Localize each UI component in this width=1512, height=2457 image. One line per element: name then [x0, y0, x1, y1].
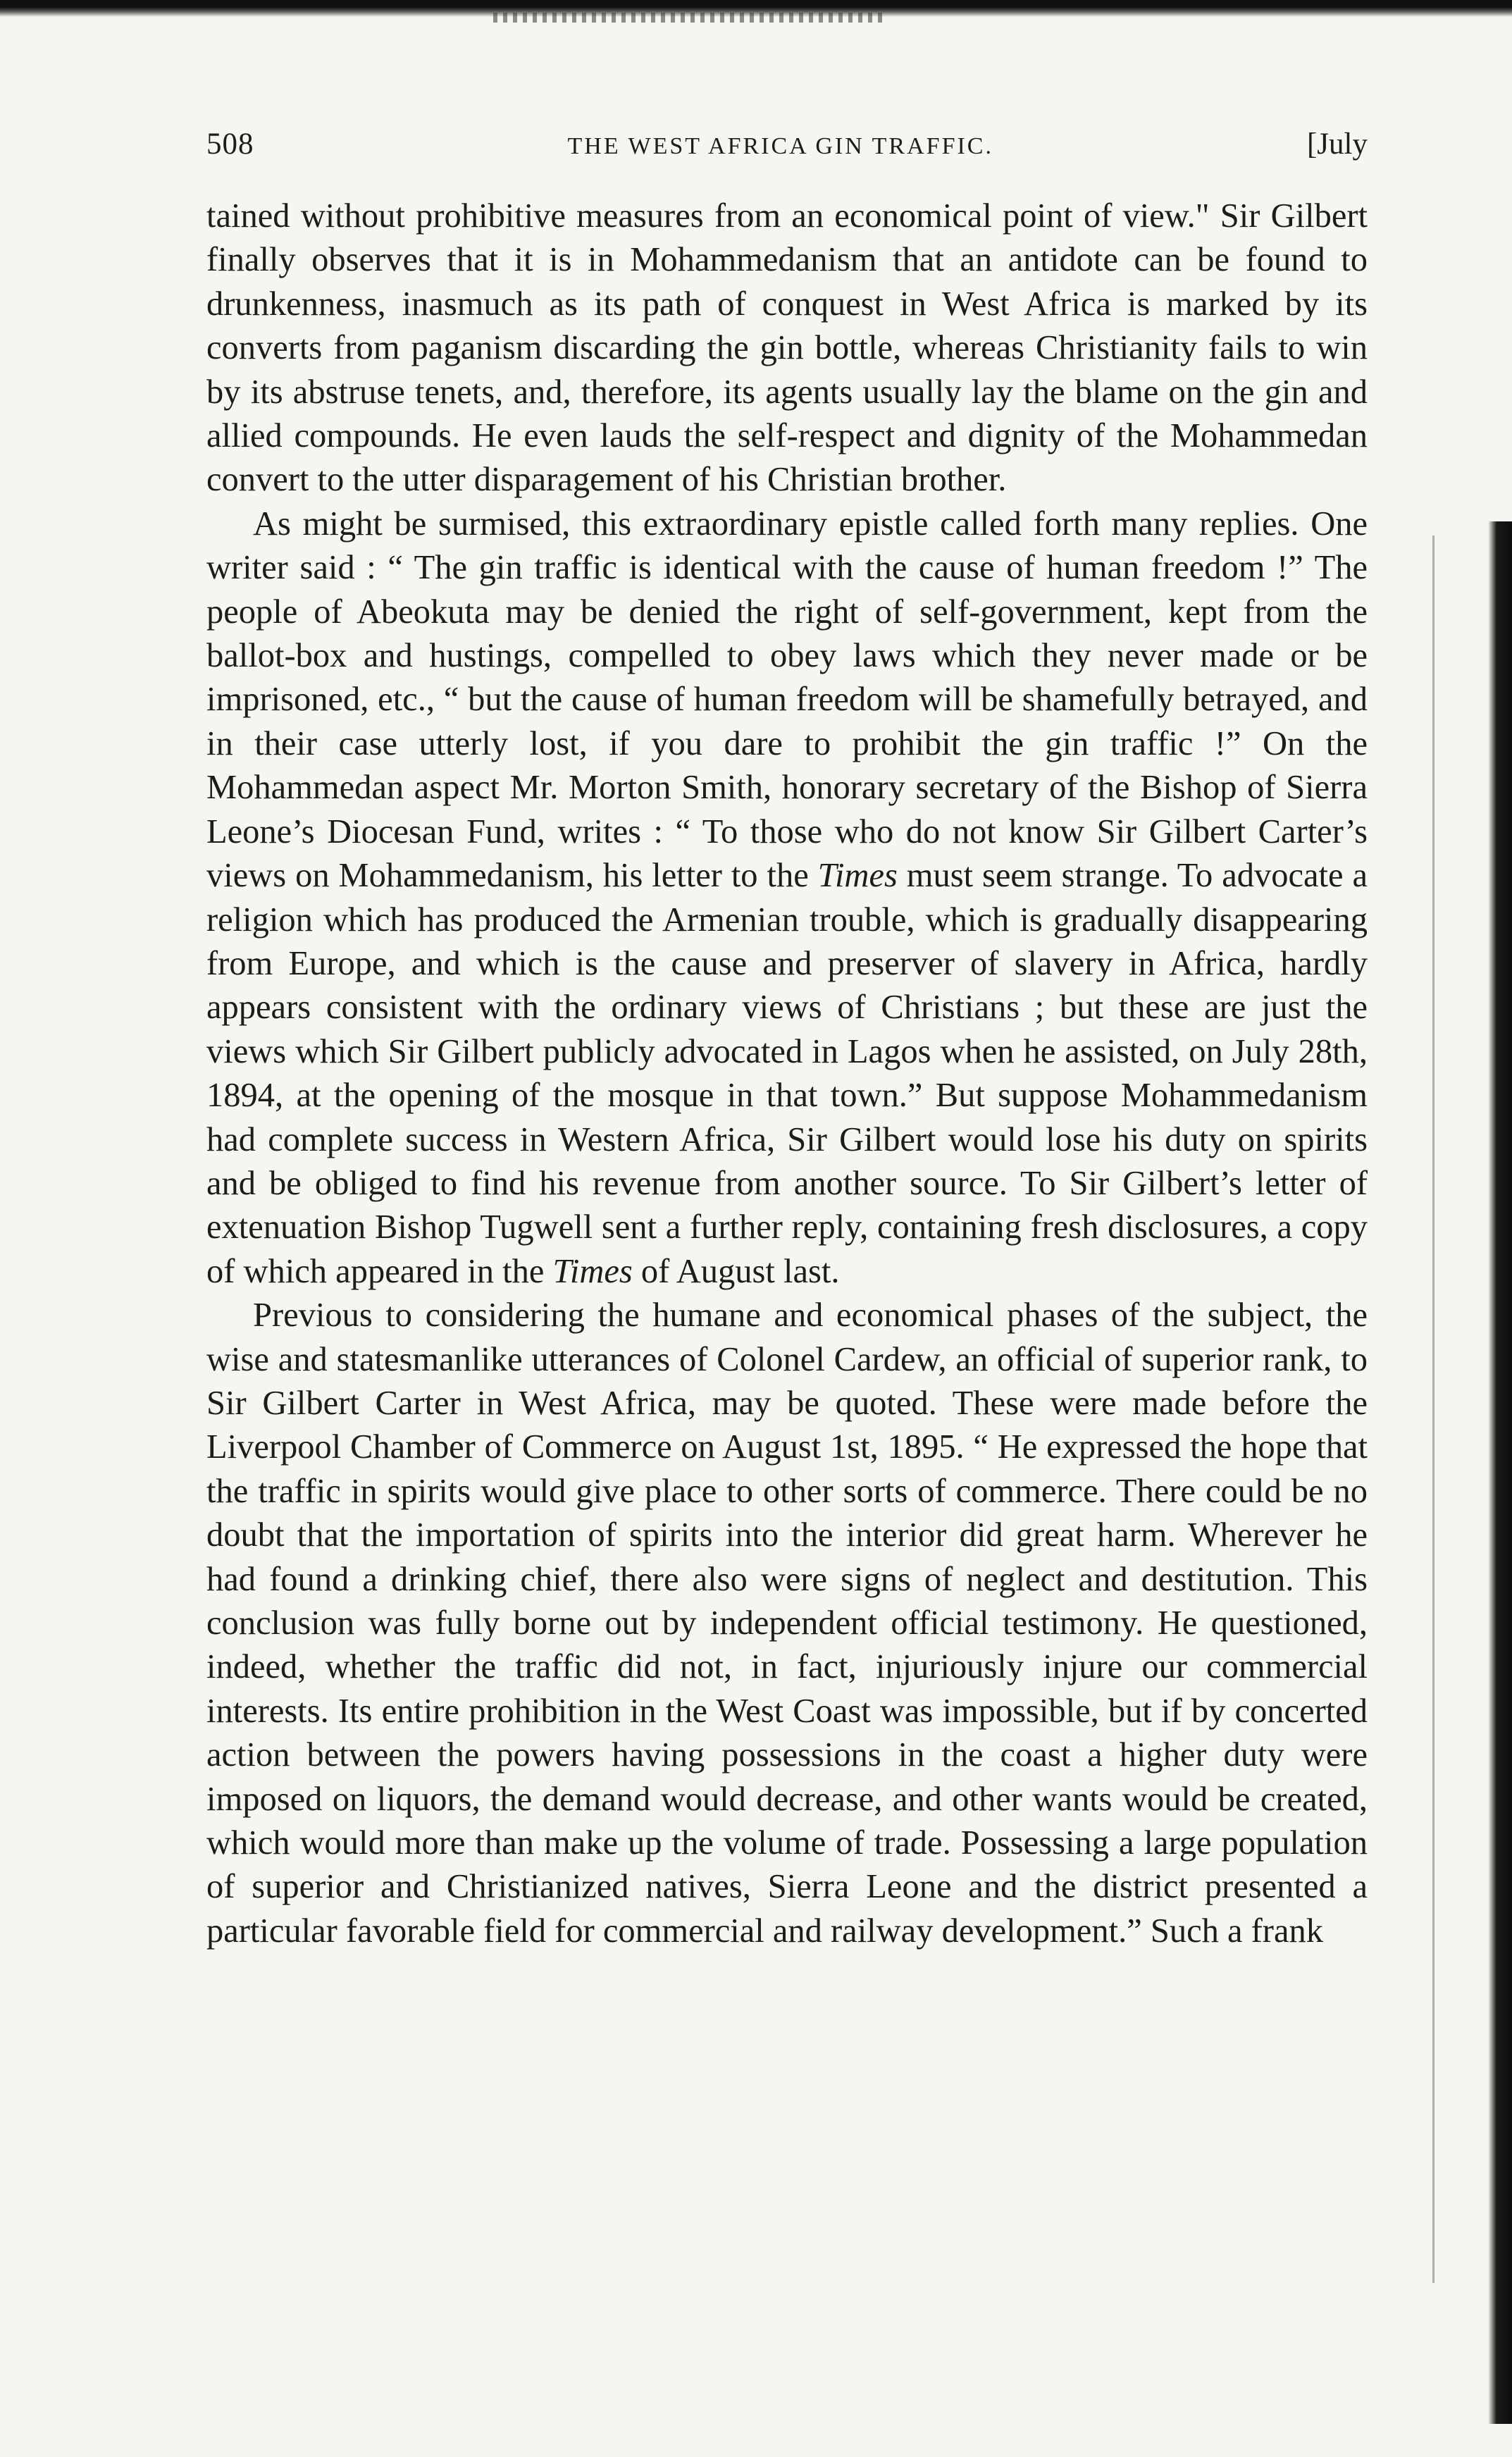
- page-number: 508: [206, 128, 254, 161]
- issue-month: [July: [1306, 128, 1368, 161]
- periodical-title: Times: [552, 1252, 633, 1290]
- binding-line: [1432, 536, 1434, 2283]
- page-top-edge-fray: [493, 13, 888, 23]
- binding-shadow: [1488, 521, 1512, 2424]
- body-text: [206, 194, 1368, 1953]
- paragraph-2: [206, 502, 1368, 1294]
- running-header: [206, 127, 1368, 176]
- paragraph-1: tained without prohibitive measures from an economical point of view." Sir Gilbert finally observes that it is in Mohammedanism that an antidote can be found to drunkenness, inasmuch as its path of conquest in West Africa is marked by its converts from paganism discarding the gin bottle, whereas Christianity fails to win by its abstruse tenets, and, therefore, its agents usually lay the blame on the gin and allied compounds. He even lauds the self-respect and dignity of the Mohammedan convert to the utter disparagement of his Christian brother.: [206, 197, 1368, 499]
- periodical-title: Times: [817, 857, 898, 895]
- paragraph-2-text: As might be surmised, this extraordinary epistle called forth many replies. One writer said : “ The gin traffic is identical with the cause of human freedom !” The people of Abeokuta may be denied the right of self-government, kept from the ballot-box and hustings, compelled to obey laws which they never made or be imprisoned, etc., “ but the cause of human freedom will be shamefully betrayed, and in their case utterly lost, if you dare to prohibit the gin traffic !” On the Mohammedan aspect Mr. Morton Smith, honorary secretary of the Bishop of Sierra Leone’s Diocesan Fund, writes : “ To those who do not know Sir Gilbert Carter’s views on Mohammedanism, his letter to the: [206, 505, 1368, 895]
- paragraph-2-text: of August last.: [632, 1252, 840, 1290]
- paragraph-2-text: must seem strange. To advocate a religion which has produced the Armenian trouble, which is gradually disappearing from Europe, and which is the cause and preserver of slavery in Africa, hardly appears consistent with the ordinary views of Christians ; but these are just the views which Sir Gilbert publicly advocated in Lagos when he assisted, on July 28th, 1894, at the opening of the mosque in that town.” But suppose Mohammedanism had complete success in Western Africa, Sir Gilbert would lose his duty on spirits and be obliged to find his revenue from another source. To Sir Gilbert’s letter of extenuation Bishop Tugwell sent a further reply, containing fresh disclosures, a copy of which appeared in the: [206, 857, 1368, 1290]
- book-page: [206, 127, 1368, 1953]
- running-title: THE WEST AFRICA GIN TRAFFIC.: [567, 133, 993, 159]
- paragraph-3: Previous to considering the humane and economical phases of the subject, the wise and statesmanlike utterances of Colonel Cardew, an official of superior rank, to Sir Gilbert Carter in West Africa, may be quoted. These were made before the Liverpool Chamber of Commerce on August 1st, 1895. “ He expressed the hope that the traffic in spirits would give place to other sorts of commerce. There could be no doubt that the importation of spirits into the interior did great harm. Wherever he had found a drinking chief, there also were signs of neglect and destitution. This conclusion was fully borne out by independent official testimony. He questioned, indeed, whether the traffic did not, in fact, injuriously injure our commercial interests. Its entire prohibition in the West Coast was impossible, but if by concerted action between the powers having possessions in the coast a higher duty were imposed on liquors, the demand would decrease, and other wants would be created, which would more than make up the volume of trade. Possessing a large population of superior and Christianized natives, Sierra Leone and the district presented a particular favorable field for commercial and railway development.” Such a frank: [206, 1296, 1368, 1950]
